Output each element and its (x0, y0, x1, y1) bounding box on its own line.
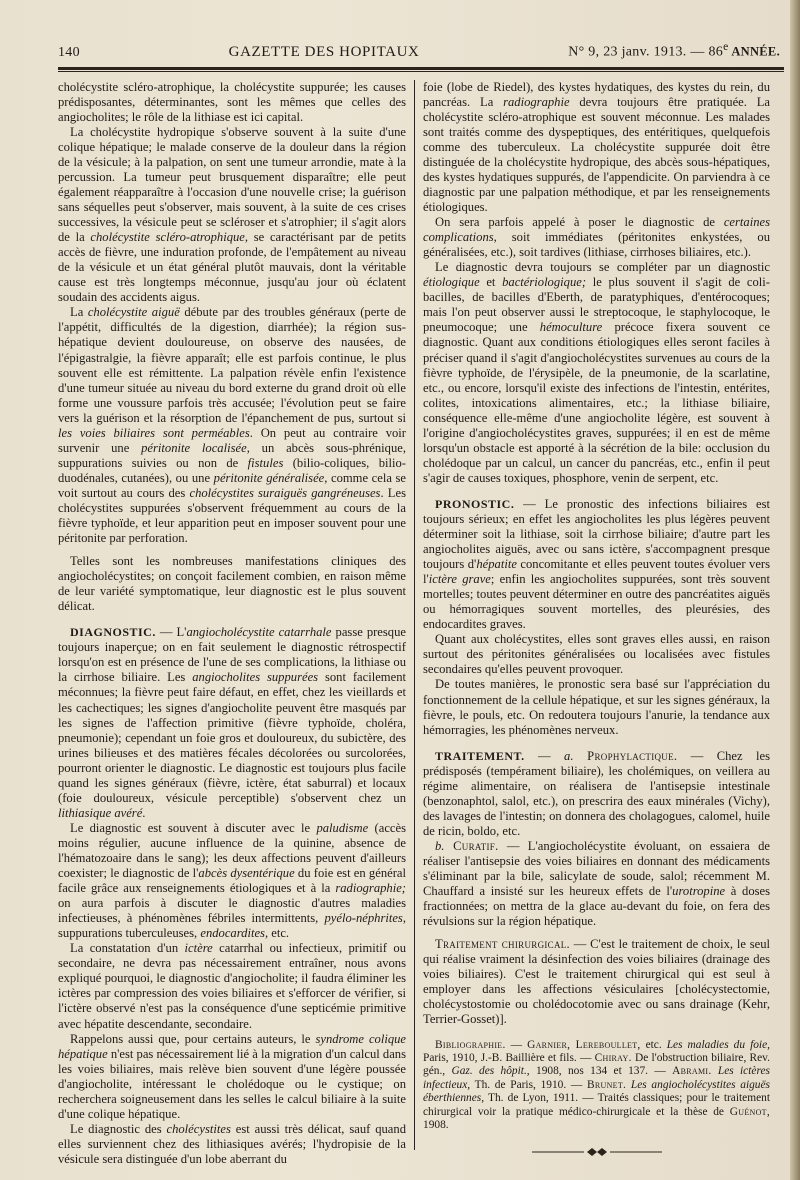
article-columns (58, 79, 784, 1166)
paragraph: La constatation d'un ictère catarrhal ou infectieux, primitif ou secondaire, ne devra pas nécessairement entraîner, nous avons expliqué pourquoi, le diagnostic d'angiocholite; il faudra éliminer les ictères par compression des voies biliaires et s'efforcer de vérifier, si l'ictère observé n'est pas la conséquence d'une septicémie primitive avec hépatite descendante, secondaire. (58, 941, 406, 1031)
section-heading: DIAGNOSTIC. (70, 625, 156, 640)
section-heading: TRAITEMENT. (435, 748, 525, 763)
section-pronostic: PRONOSTIC. — Le pronostic des infections biliaires est toujours sérieux; en effet les angiocholites les plus légères peuvent déterminer soit la lithiase, soit la cirrhose biliaire; d'autre part les angiocholites aiguës, avec ou sans ictère, s'accompagnent presque toujours d'hépatite concomitante et elles peuvent toutes évoluer vers l'ictère grave; enfin les angiocholites suppurées, sont très souvent mortelles; toutes peuvent déterminer en outre des pancréatites aiguës ou hémorragiques souvent mortelles, des pleurésies, des endocardites graves. (423, 496, 770, 632)
section-diagnostic: DIAGNOSTIC. — L'angiocholécystite catarrhale passe presque toujours inaperçue; on en fait seulement le diagnostic rétrospectif lorsqu'on est en présence de l'une de ses complications, la lithiase ou la cirrhose biliaire. Les angiocholites suppurées sont facilement méconnues; la fièvre peut faire défaut, en effet, chez les vieillards et les cachectiques; les signes d'angiocholite peuvent être masqués par les signes de l'affection primitive (fièvre typhoïde, choléra, pneumonie); cependant un foie gros et douloureux, du subictère, des urines bilieuses et des matières fécales décolorées ou surcolorées, pourront orienter le diagnostic. Le diagnostic est toujours plus facile quand les signes généraux (fièvre, ictère, état saburral) et locaux (foie douloureux, vésicule perceptible) s'observent chez un lithiasique avéré. (58, 625, 406, 820)
right-column (414, 80, 770, 1150)
page-spine-edge (790, 0, 800, 1180)
page-number: 140 (58, 44, 80, 60)
section-traitement: TRAITEMENT. — a. Prophylactique. — Chez les prédisposés (tempérament biliaire), les cholémiques, on veillera au régime alimentaire, on réalisera de l'antisepsie intestinale (benzonaphtol, salol, etc.), on prescrira des eaux minérales (Vichy), des lavages de l'intestin; on donnera des cholagogues, calomel, huile de ricin, boldo, etc. (423, 748, 771, 838)
paragraph: cholécystite scléro-atrophique, la cholécystite suppurée; les causes prédisposantes, déterminantes, sont les mêmes que celles des angiocholites; le rôle de la lithiase est ici capital. (58, 79, 406, 124)
page-header (58, 40, 784, 61)
paragraph: foie (lobe de Riedel), des kystes hydatiques, des kystes du rein, du pancréas. La radiographie devra toujours être pratiquée. La cholécystite scléro-atrophique est souvent méconnue. Les malades sont traités comme des dyspeptiques, des entéritiques, quelquefois comme des tuberculeux. La cholécystite suppurée doit être distinguée de la cholécystite hydropique, des abcès sous-hépatiques, des kystes hydatiques suppurés, de l'appendicite. On parviendra à ce diagnostic par une palpation méthodique, et par les renseignements étiologiques. (423, 79, 770, 215)
section-traitement-chirurgical: Traitement chirurgical. — C'est le traitement de choix, le seul qui réalise vraiment la désinfection des voies biliaires (drainage des voies biliaires). C'est le traitement chirurgical qui est seul à employer dans les affections vésiculaires [cholécystectomie, cholécystostomie ou cholédocotomie avec ou sans drainage (Kehr, Terrier-Gosset)]. (423, 937, 770, 1027)
journal-title: GAZETTE DES HOPITAUX (228, 43, 420, 60)
section-heading: PRONOSTIC. (435, 496, 515, 511)
paragraph: La cholécystite aiguë débute par des troubles généraux (perte de l'appétit, difficultés de la digestion, diarrhée); la région sus-hépatique devient douloureuse, on observe des nausées, de l'épigastralgie, la fièvre apparaît; elle est parfois continue, le plus souvent elle est rémittente. La palpation révèle enfin l'existence d'une tumeur située au niveau du bord externe du grand droit où elle forme une voussure parfois très accusée; l'évolution peut se faire vers la guérison et la résorption de l'épanchement de pus, surtout si les voies biliaires sont perméables. On peut au contraire voir survenir une péritonite localisée, un abcès sous-phrénique, suppurations suivies ou non de fistules (bilio-coliques, bilio-duodénales, cutanées), ou une péritonite généralisée, comme cela se voit surtout au cours des cholécystites suraiguës gangréneuses. Les cholécystites suppurées s'observent fréquemment au cours de la fièvre typhoïde, et leur apparition peut en imposer souvent pour une péritonite par perforation. (58, 305, 406, 546)
end-ornament-icon (423, 1146, 770, 1161)
issue-info: N° 9, 23 janv. 1913. — 86e ANNÉE. (568, 40, 780, 60)
header-rule-thin (58, 71, 784, 72)
left-column (58, 79, 414, 1166)
paragraph: Le diagnostic est souvent à discuter avec le paludisme (accès moins régulier, aucune influence de la quinine, absence de l'hématozoaire dans le sang); les deux affections peuvent d'ailleurs coexister; le diagnostic de l'abcès dysentérique du foie est en général facile grâce aux renseignements étiologiques et à la radiographie; on aura parfois à discuter le diagnostic d'autres maladies infectieuses, à phénomènes fébriles intermittents, pyélo-néphrites, suppurations tuberculeuses, endocardites, etc. (58, 820, 406, 941)
bibliography: Bibliographie. — Garnier, Lereboullet, etc. Les maladies du foie, Paris, 1910, J.-B. Baillière et fils. — Chiray. De l'obstruction biliaire, Rev. gén., Gaz. des hôpit., 1908, nos 134 et 137. — Abrami. Les ictères infectieux, Th. de Paris, 1910. — Brunet. Les angiocholécystites aiguës éberthiennes, Th. de Lyon, 1911. — Traités classiques; pour le traitement chirurgical voir la pratique médico-chirurgicale et la thèse de Guénot, 1908. (423, 1038, 770, 1131)
section-heading: Traitement chirurgical. (435, 937, 571, 952)
paragraph: Le diagnostic devra toujours se compléter par un diagnostic étiologique et bactériologique; le plus souvent il s'agit de coli-bacilles, de bacilles d'Eberth, de paratyphiques, d'entérocoques; mais l'on peut observer aussi le streptocoque, le staphylocoque, le pneumocoque; une hémoculture précoce fixera souvent ce diagnostic. Quant aux conditions étiologiques elles seront faciles à préciser quand il s'agit d'angiocholécystites survenues au cours de la fièvre typhoïde, de l'érysipèle, de la pneumonie, de la scarlatine, etc., ou encore, lorsqu'il existe des infections de l'intestin, entérites, colites, intoxications alimentaires, etc.; la lithiase biliaire, conséquence elle-même d'une angiocholite légère, est souvent à l'origine d'angiocholécystites graves, suppurées; il en est de même lorsqu'un obstacle est apporté à la sécrétion de la bile: occlusion du cholédoque par un calcul, un cancer du pancréas, etc., enfin il peut s'agir de causes toxiques, phosphore, venin de serpent, etc. (423, 260, 770, 485)
paragraph: On sera parfois appelé à poser le diagnostic de certaines complications, soit immédiates (péritonites enkystées, ou généralisées, etc.), soit tardives (lithiase, cirrhoses biliaires, etc.). (423, 215, 770, 260)
header-rule-thick (58, 67, 784, 70)
paragraph: Rappelons aussi que, pour certains auteurs, le syndrome colique hépatique n'est pas nécessairement lié à la migration d'un calcul dans les voies biliaires, mais relève bien souvent d'une légère poussée d'angiocholite, intéressant le cholédoque ou le cystique; on recherchera soigneusement dans les selles le calcul biliaire à la suite d'une colique hépatique. (58, 1031, 407, 1121)
paragraph: Telles sont les nombreuses manifestations cliniques des angiocholécystites; on conçoit facilement combien, en raison même de leur variété symptomatique, leur diagnostic est le plus souvent délicat. (58, 554, 406, 614)
paragraph: De toutes manières, le pronostic sera basé sur l'appréciation du fonctionnement de la cellule hépatique, et sur les signes généraux, la fièvre, le pouls, etc. On redoutera toujours l'anurie, la tendance aux hémorragies, les phénomènes nerveux. (423, 677, 770, 737)
paragraph: Quant aux cholécystites, elles sont graves elles aussi, en raison surtout des péritonites généralisées ou localisées avec fistules secondaires qu'elles peuvent provoquer. (423, 632, 770, 677)
paragraph: La cholécystite hydropique s'observe souvent à la suite d'une colique hépatique; le malade conserve de la douleur dans la région de la vésicule; à la palpation, on sent une tumeur arrondie, mate à la percussion. La tumeur peut brusquement disparaître; elle peut également réapparaître à l'occasion d'une nouvelle crise; la guérison sans séquelles peut s'observer, mais souvent, à la suite de ces crises successives, la vésicule peut se scléroser et s'atrophier; il s'agit alors de la cholécystite scléro-atrophique, se caractérisant par de petits accès de fièvre, une induration profonde, de l'empâtement au niveau de la vésicule et un état général plutôt mauvais, dont la véritable cause est très longtemps méconnue, jusqu'au jour où éclatent soudain des accidents aigus. (58, 124, 406, 305)
paragraph: Le diagnostic des cholécystites est aussi très délicat, sauf quand elles surviennent chez des lithiasiques avérés; l'hydropisie de la vésicule sera distinguée d'un lobe aberrant du (58, 1121, 406, 1166)
paragraph: b. Curatif. — L'angiocholécystite évoluant, on essaiera de réaliser l'antisepsie des voies biliaires en donnant des médicaments s'éliminant par la bile, salicylate de soude, salol; récemment M. Chauffard a insisté sur les heureux effets de l'urotropine à doses fractionnées; on mettra de la glace au-devant du foie, on fera des révulsions sur la région hépatique. (423, 838, 771, 929)
